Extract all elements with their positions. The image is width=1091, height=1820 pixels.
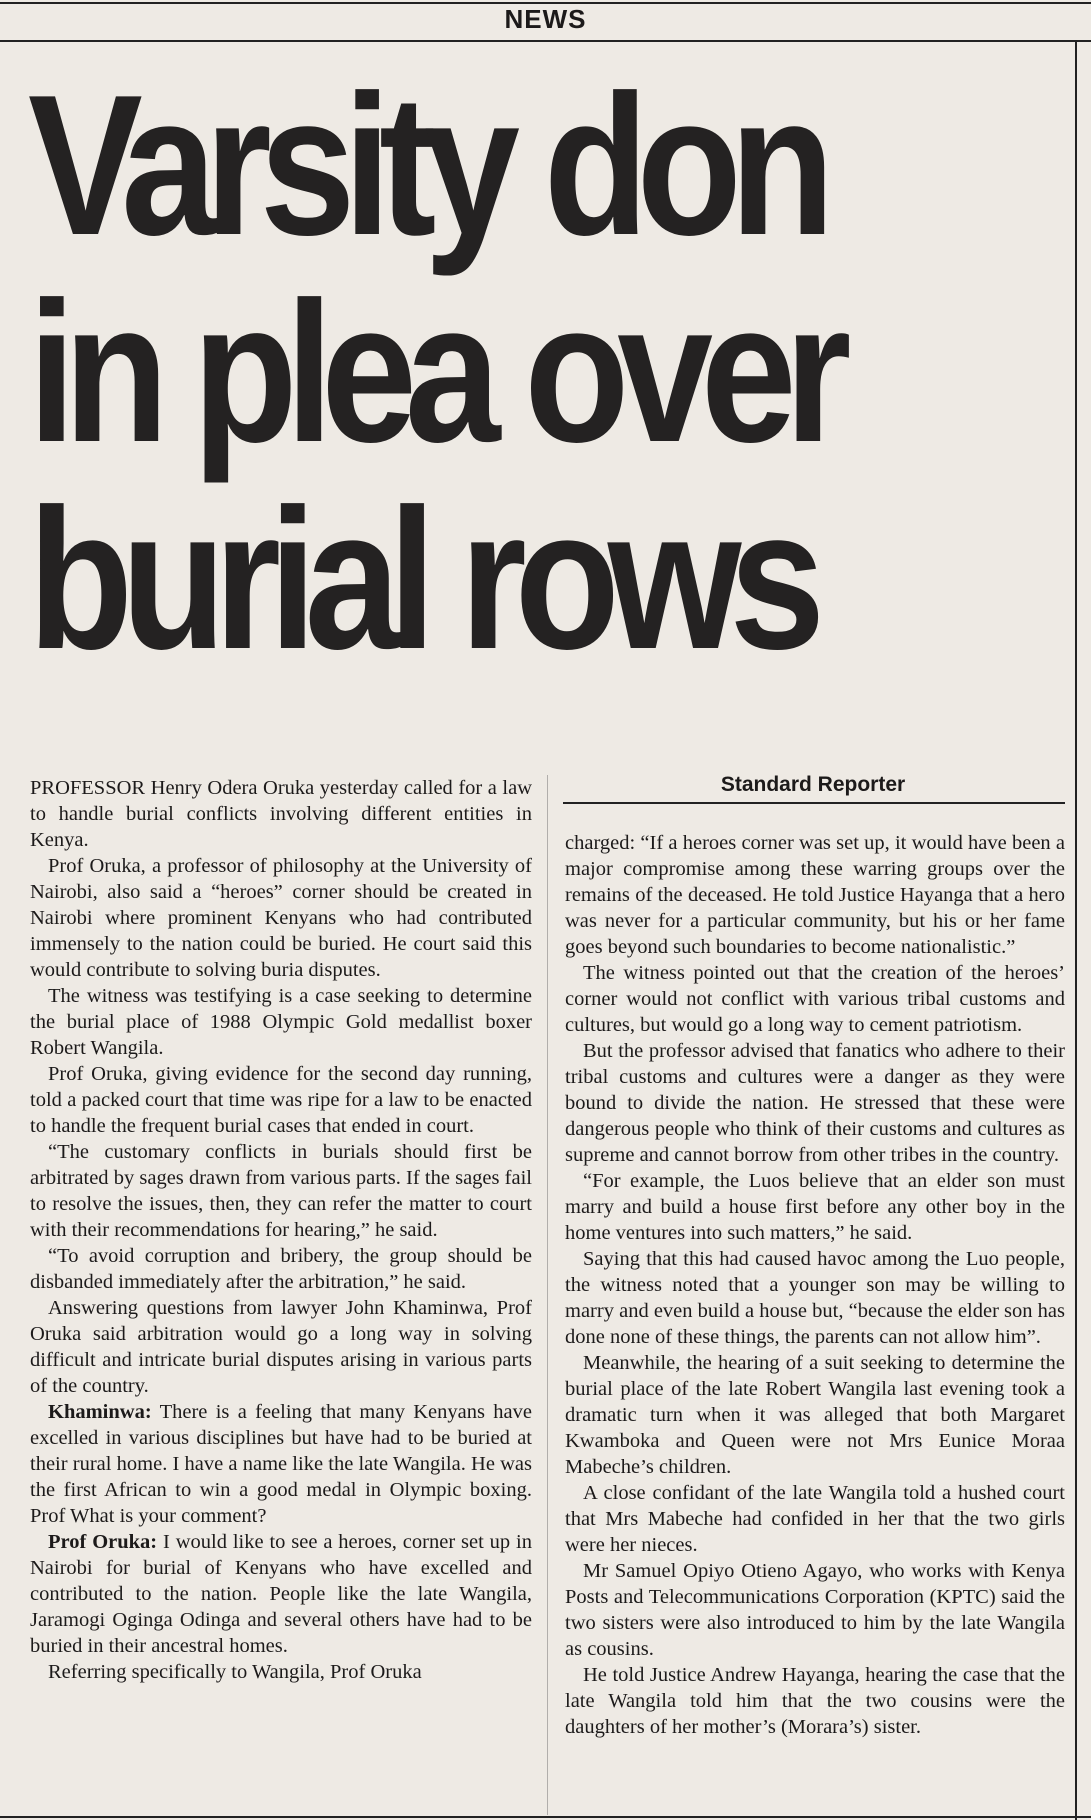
article-paragraph	[565, 1168, 1065, 1246]
headline-line-2: in plea over	[28, 261, 840, 484]
paragraph-text: “The customary conflicts in burials should first be arbitrated by sages drawn from various parts. If the sages fail to resolve the issues, then, they can refer the matter to court with their recommendations for hearing,” he said.	[30, 1141, 532, 1241]
paragraph-text: “To avoid corruption and bribery, the group should be disbanded immediately after the arbitration,” he said.	[30, 1245, 532, 1293]
byline: Standard Reporter	[720, 773, 906, 796]
article-column-right	[565, 830, 1065, 1740]
paragraph-text: Meanwhile, the hearing of a suit seeking to determine the burial place of the late Robert Wangila last evening took a dramatic turn when it was alleged that both Margaret Kwamboka and Queen were not Mrs Eunice Moraa Mabeche’s children.	[565, 1352, 1065, 1478]
speaker-label: Khaminwa:	[48, 1401, 152, 1423]
paragraph-text: Referring specifically to Wangila, Prof Oruka	[48, 1661, 422, 1683]
article-paragraph	[30, 1529, 532, 1659]
headline	[28, 54, 1068, 691]
paragraph-text: Prof Oruka, giving evidence for the second day running, told a packed court that time was ripe for a law to be enacted to handle the frequent burial cases that ended in court.	[30, 1063, 532, 1137]
article-paragraph	[565, 960, 1065, 1038]
paragraph-text: He told Justice Andrew Hayanga, hearing the case that the late Wangila told him that the two cousins were the daughters of her mother’s (Morara’s) sister.	[565, 1664, 1065, 1738]
section-label: NEWS	[504, 4, 587, 34]
article-paragraph	[565, 1038, 1065, 1168]
article-paragraph	[30, 853, 532, 983]
paragraph-text: A close confidant of the late Wangila told a hushed court that Mrs Mabeche had confided in her that the two girls were her nieces.	[565, 1482, 1065, 1556]
paragraph-text: Answering questions from lawyer John Khaminwa, Prof Oruka said arbitration would go a long way in solving difficult and intricate burial disputes arising in various parts of the country.	[30, 1297, 532, 1397]
paragraph-text: “For example, the Luos believe that an elder son must marry and build a house first before any other boy in the home ventures into such matters,” he said.	[565, 1170, 1065, 1244]
article-paragraph	[30, 1295, 532, 1399]
paragraph-text: There is a feeling that many Kenyans have excelled in various disciplines but have had to be buried at their rural home. I have a name like the late Wangila. He was the first African to win a good medal in Olympic boxing. Prof What is your comment?	[30, 1401, 532, 1527]
paragraph-text: Saying that this had caused havoc among the Luo people, the witness noted that a younger son may be willing to marry and even build a house but, “because the elder son has done none of these things, the parents can not allow him”.	[565, 1248, 1065, 1348]
lead-word: PROFESSOR	[30, 777, 146, 799]
article-paragraph	[30, 1243, 532, 1295]
section-rule	[0, 40, 1091, 42]
paragraph-text: Henry Odera Oruka yesterday called for a law to handle burial conflicts involving different entities in Kenya.	[30, 777, 533, 851]
article-paragraph	[565, 1558, 1065, 1662]
bottom-rule	[0, 1816, 1091, 1818]
article-paragraph	[30, 1139, 532, 1243]
paragraph-text: charged: “If a heroes corner was set up, it would have been a major compromise among these warring groups over the remains of the deceased. He told Justice Hayanga that a hero was never for a particular community, but his or her fame goes beyond such boundaries to become nationalistic.”	[565, 832, 1065, 958]
paragraph-text: Mr Samuel Opiyo Otieno Agayo, who works with Kenya Posts and Telecommunications Corporation (KPTC) said the two sisters were also introduced to him by the late Wangila as cousins.	[565, 1560, 1065, 1660]
paragraph-text: The witness pointed out that the creation of the heroes’ corner would not conflict with various tribal customs and cultures, but would go a long way to cement patriotism.	[565, 962, 1065, 1036]
byline-rule	[563, 802, 1065, 804]
article-paragraph	[565, 1480, 1065, 1558]
article-paragraph	[565, 1350, 1065, 1480]
article-paragraph	[30, 1659, 532, 1685]
article-paragraph	[30, 775, 532, 853]
article-column-left	[30, 775, 532, 1685]
paragraph-text: The witness was testifying is a case seeking to determine the burial place of 1988 Olympic Gold medallist boxer Robert Wangila.	[30, 985, 532, 1059]
paragraph-text: I would like to see a heroes, corner set up in Nairobi for burial of Kenyans who have excelled and contributed to the nation. People like the late Wangila, Jaramogi Oginga Odinga and several others have had to be buried in their ancestral homes.	[30, 1531, 532, 1657]
headline-line-1: Varsity don	[28, 54, 823, 277]
article-paragraph	[565, 1246, 1065, 1350]
column-divider	[547, 775, 548, 1815]
article-paragraph	[565, 830, 1065, 960]
speaker-label: Prof Oruka:	[48, 1531, 158, 1553]
headline-line-3: burial rows	[28, 468, 814, 691]
article-paragraph	[565, 1662, 1065, 1740]
article-paragraph	[30, 1399, 532, 1529]
article-paragraph	[30, 1061, 532, 1139]
paragraph-text: Prof Oruka, a professor of philosophy at the University of Nairobi, also said a “heroes” corner should be created in Nairobi where prominent Kenyans who had contributed immensely to the nation could be buried. He court said this would contribute to solving buria disputes.	[30, 855, 532, 981]
right-border-rule	[1075, 40, 1077, 1820]
article-paragraph	[30, 983, 532, 1061]
paragraph-text: But the professor advised that fanatics who adhere to their tribal customs and cultures were a danger as they were bound to divide the nation. He stressed that these were dangerous people who think of their customs and cultures as supreme and cannot borrow from other tribes in the country.	[565, 1040, 1065, 1166]
